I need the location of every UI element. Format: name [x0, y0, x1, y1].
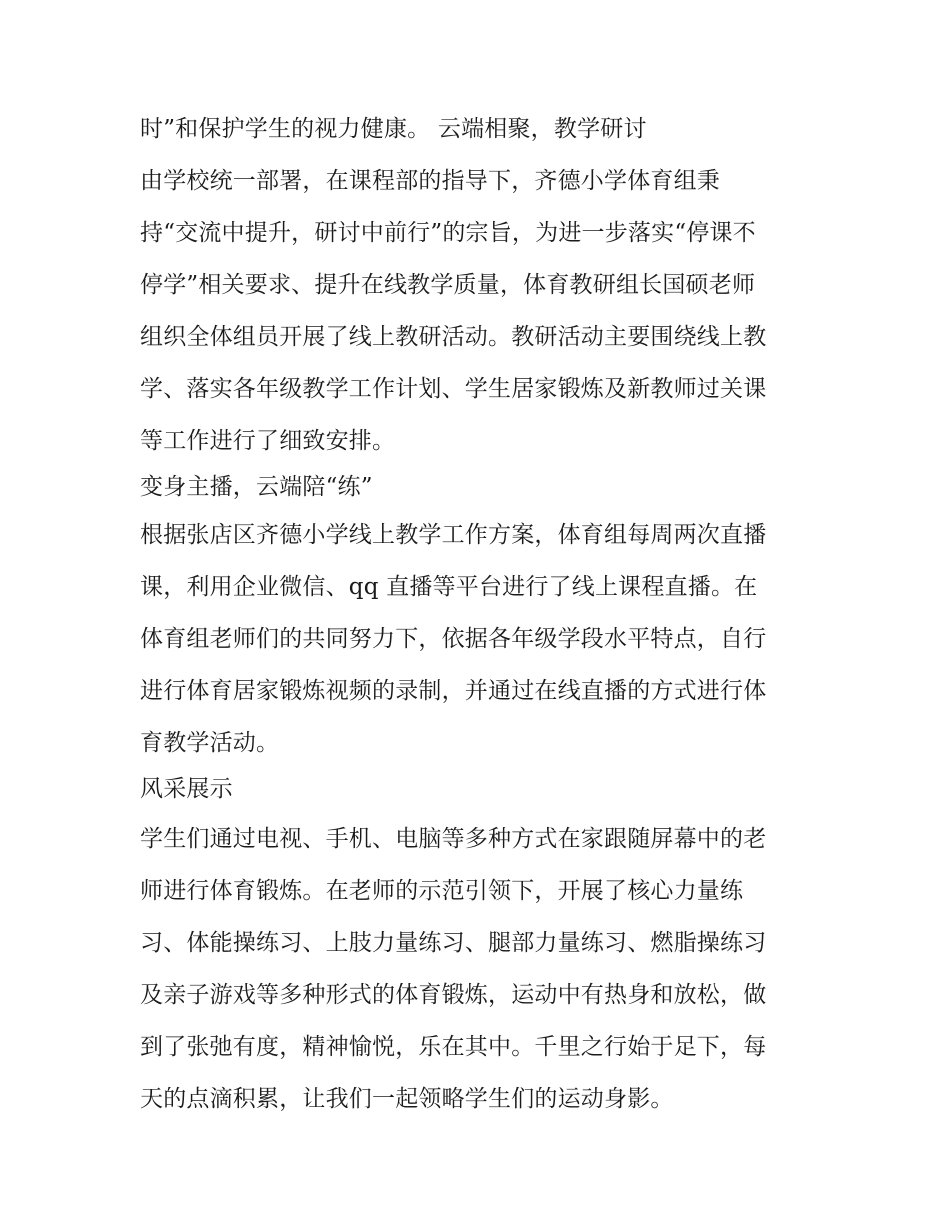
text-line: 习、体能操练习、上肢力量练习、腿部力量练习、燃脂操练习	[140, 930, 767, 956]
text-line: 到了张弛有度，精神愉悦，乐在其中。千里之行始于足下，每	[140, 1034, 767, 1060]
text-line: 持“交流中提升，研讨中前行”的宗旨，为进一步落实“停课不	[140, 220, 756, 246]
text-line: 体育组老师们的共同努力下，依据各年级学段水平特点，自行	[140, 626, 767, 652]
text-line: 由学校统一部署，在课程部的指导下，齐德小学体育组秉	[140, 168, 720, 194]
text-line: 根据张店区齐德小学线上教学工作方案，体育组每周两次直播	[140, 522, 767, 548]
section-heading: 变身主播，云端陪“练”	[140, 474, 373, 500]
section-heading: 风采展示	[140, 776, 233, 802]
text-line: 课，利用企业微信、qq 直播等平台进行了线上课程直播。在	[140, 574, 758, 600]
text-line: 停学”相关要求、提升在线教学质量，体育教研组长国硕老师	[140, 272, 756, 298]
text-line: 及亲子游戏等多种形式的体育锻炼，运动中有热身和放松，做	[140, 982, 767, 1008]
text-line: 等工作进行了细致安排。	[140, 428, 396, 454]
text-line: 学生们通过电视、手机、电脑等多种方式在家跟随屏幕中的老	[140, 826, 767, 852]
text-line: 时”和保护学生的视力健康。 云端相聚，教学研讨	[140, 116, 647, 142]
text-line: 天的点滴积累，让我们一起领略学生们的运动身影。	[140, 1086, 674, 1112]
text-line: 进行体育居家锻炼视频的录制，并通过在线直播的方式进行体	[140, 678, 767, 704]
text-line: 育教学活动。	[140, 730, 280, 756]
text-line: 组织全体组员开展了线上教研活动。教研活动主要围绕线上教	[140, 324, 767, 350]
text-line: 师进行体育锻炼。在老师的示范引领下，开展了核心力量练	[140, 878, 744, 904]
text-line: 学、落实各年级教学工作计划、学生居家锻炼及新教师过关课	[140, 376, 767, 402]
